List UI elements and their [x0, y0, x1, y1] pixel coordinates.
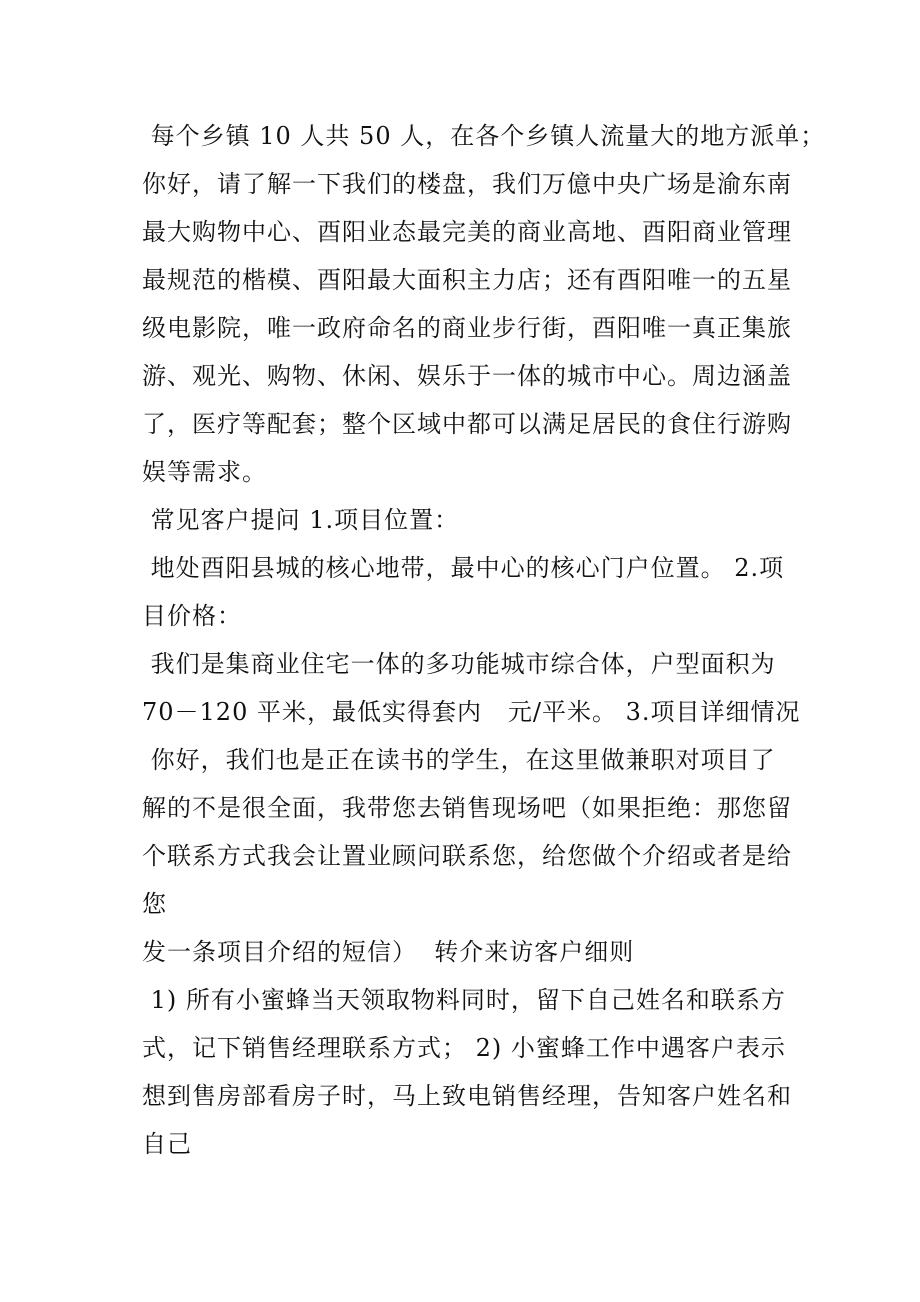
text-line: 最大购物中心、酉阳业态最完美的商业高地、酉阳商业管理	[142, 218, 792, 246]
text-line: 你好，我们也是正在读书的学生，在这里做兼职对项目了	[142, 746, 776, 774]
text-line: 目价格：	[142, 602, 242, 630]
text-line: 个联系方式我会让置业顾问联系您，给您做个介绍或者是给	[142, 842, 792, 870]
text-line: 解的不是很全面，我带您去销售现场吧（如果拒绝：那您留	[142, 794, 792, 822]
text-line: 级电影院，唯一政府命名的商业步行街，酉阳唯一真正集旅	[142, 314, 792, 342]
text-line: 娱等需求。	[142, 458, 267, 486]
text-line: 式，记下销售经理联系方式； 2) 小蜜蜂工作中遇客户表示	[142, 1034, 786, 1062]
text-line: 您	[142, 890, 167, 918]
text-line: 每个乡镇 10 人共 50 人，在各个乡镇人流量大的地方派单；	[142, 122, 826, 150]
text-line: 70－120 平米，最低实得套内 元/平米。 3.项目详细情况	[142, 698, 801, 726]
text-line: 你好，请了解一下我们的楼盘，我们万億中央广场是渝东南	[142, 170, 792, 198]
text-line: 游、观光、购物、休闲、娱乐于一体的城市中心。周边涵盖	[142, 362, 792, 390]
text-line: 最规范的楷模、酉阳最大面积主力店；还有酉阳唯一的五星	[142, 266, 792, 294]
text-line: 想到售房部看房子时，马上致电销售经理，告知客户姓名和	[142, 1082, 792, 1110]
text-line: 地处酉阳县城的核心地带，最中心的核心门户位置。 2.项	[142, 554, 785, 582]
text-line: 发一条项目介绍的短信） 转介来访客户细则	[142, 938, 635, 966]
text-line: 1) 所有小蜜蜂当天领取物料同时，留下自己姓名和联系方	[142, 986, 786, 1014]
text-line: 我们是集商业住宅一体的多功能城市综合体，户型面积为	[142, 650, 776, 678]
text-line: 了，医疗等配套；整个区域中都可以满足居民的食住行游购	[142, 410, 792, 438]
text-line: 自己	[142, 1130, 192, 1158]
body-text	[142, 112, 826, 1168]
text-line: 常见客户提问 1.项目位置：	[142, 506, 460, 534]
